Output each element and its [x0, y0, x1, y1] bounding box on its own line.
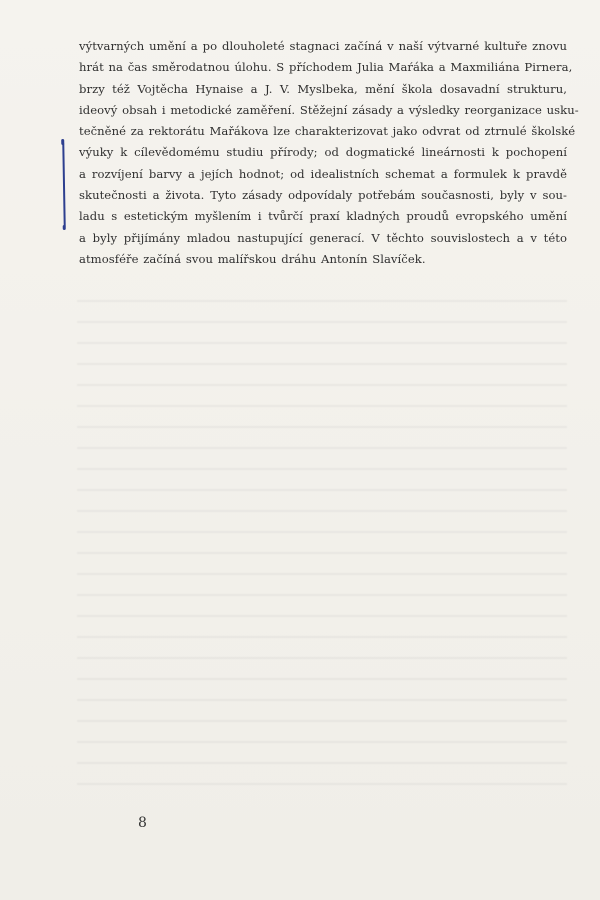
text-line: výtvarných umění a po dlouholeté stagnaci začíná v naší výtvarné kultuře znovu: [79, 39, 567, 53]
page-show-through: [77, 292, 567, 792]
text-line: a byly přijímány mladou nastupující generací. V těchto souvislostech a v této: [79, 230, 567, 245]
text-line: ideový obsah i metodické zaměření. Stěžejní zásady a výsledky reorganizace usku-: [79, 102, 579, 117]
page-number: 8: [138, 815, 147, 831]
text-line: skutečnosti a života. Tyto zásady odpovídaly potřebám současnosti, byly v sou-: [79, 188, 567, 203]
text-line: a rozvíjení barvy a jejích hodnot; od idealistních schemat a formulek k pravdě: [79, 166, 567, 181]
text-line: atmosféře začíná svou malířskou dráhu Antonín Slavíček.: [79, 251, 426, 266]
margin-marker: [62, 143, 65, 227]
text-line: hrát na čas směrodatnou úlohu. S příchodem Julia Maŕáka a Maxmiliána Pirnera,: [79, 60, 573, 75]
text-line: ladu s estetickým myšlením i tvůrčí praxí kladných proudů evropského umění: [79, 209, 567, 224]
body-paragraph: [79, 36, 579, 270]
text-line: výuky k cílevědomému studiu přírody; od dogmatické lineárnosti k pochopení: [79, 145, 567, 160]
text-line: tečněné za rektorátu Mařákova lze charakterizovat jako odvrat od ztrnulé školské: [79, 124, 576, 139]
text-line: brzy též Vojtěcha Hynaise a J. V. Myslbeka, mění škola dosavadní strukturu,: [79, 81, 567, 96]
